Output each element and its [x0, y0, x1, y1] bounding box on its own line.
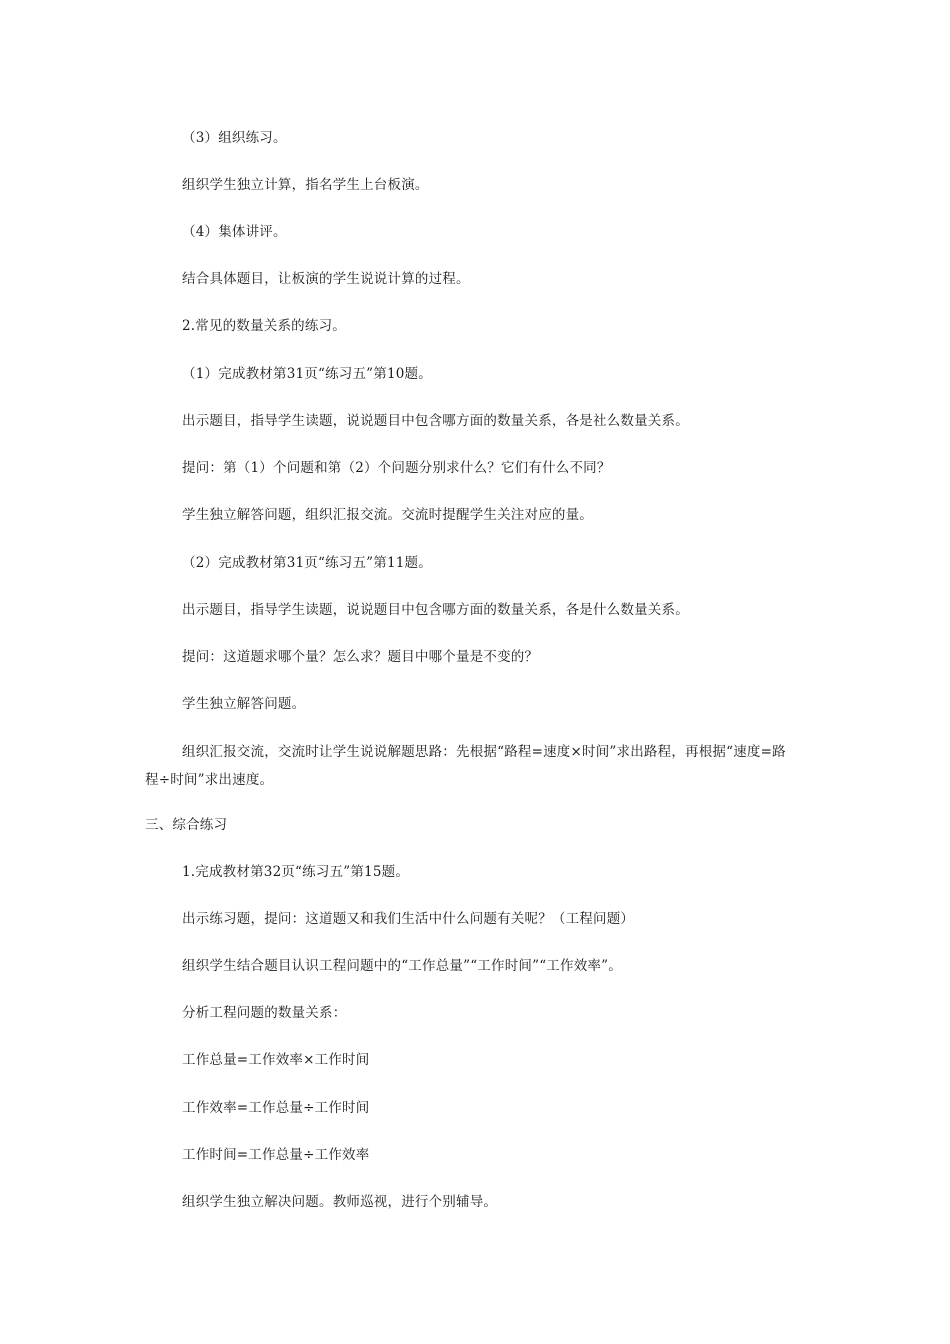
paragraph-report-approach: 组织汇报交流，交流时让学生说说解题思路：先根据“路程=速度×时间”求出路程，再根据“速度=路程÷时间”求出速度。: [145, 744, 786, 788]
paragraph-collective-review: （4）集体讲评。: [182, 224, 287, 240]
paragraph-engineering-concepts: 组织学生结合题目认识工程问题中的“工作总量”“工作时间”“工作效率”。: [182, 958, 622, 974]
paragraph-exercise-10: （1）完成教材第31页“练习五”第10题。: [182, 366, 432, 382]
paragraph-analyze-relations: 分析工程问题的数量关系：: [182, 1005, 347, 1021]
paragraph-independent-answer: 学生独立解答问题。: [182, 696, 306, 712]
paragraph-exercise-11: （2）完成教材第31页“练习五”第11题。: [182, 555, 432, 571]
paragraph-show-question-2: 出示题目，指导学生读题，说说题目中包含哪方面的数量关系，各是什么数量关系。: [182, 602, 689, 618]
paragraph-answer-report: 学生独立解答问题，组织汇报交流。交流时提醒学生关注对应的量。: [182, 507, 593, 523]
paragraph-exercise-15: 1.完成教材第32页“练习五”第15题。: [182, 864, 410, 880]
formula-total-work: 工作总量=工作效率×工作时间: [182, 1052, 370, 1068]
paragraph-independent-solve: 组织学生独立解决问题。教师巡视，进行个别辅导。: [182, 1194, 498, 1210]
paragraph-explain-process: 结合具体题目，让板演的学生说说计算的过程。: [182, 271, 470, 287]
paragraph-quantity-relation-heading: 2.常见的数量关系的练习。: [182, 318, 346, 334]
paragraph-independent-calc: 组织学生独立计算，指名学生上台板演。: [182, 177, 429, 193]
paragraph-show-question-1: 出示题目，指导学生读题，说说题目中包含哪方面的数量关系，各是社么数量关系。: [182, 413, 689, 429]
paragraph-question-1: 提问：第（1）个问题和第（2）个问题分别求什么？它们有什么不同？: [182, 460, 611, 476]
paragraph-organize-practice: （3）组织练习。: [182, 130, 287, 146]
formula-efficiency: 工作效率=工作总量÷工作时间: [182, 1100, 370, 1116]
paragraph-show-exercise: 出示练习题，提问：这道题又和我们生活中什么问题有关呢？（工程问题）: [182, 911, 635, 927]
section-heading-comprehensive: 三、综合练习: [145, 817, 228, 833]
paragraph-question-2: 提问：这道题求哪个量？怎么求？题目中哪个量是不变的？: [182, 649, 539, 665]
formula-time: 工作时间=工作总量÷工作效率: [182, 1147, 370, 1163]
